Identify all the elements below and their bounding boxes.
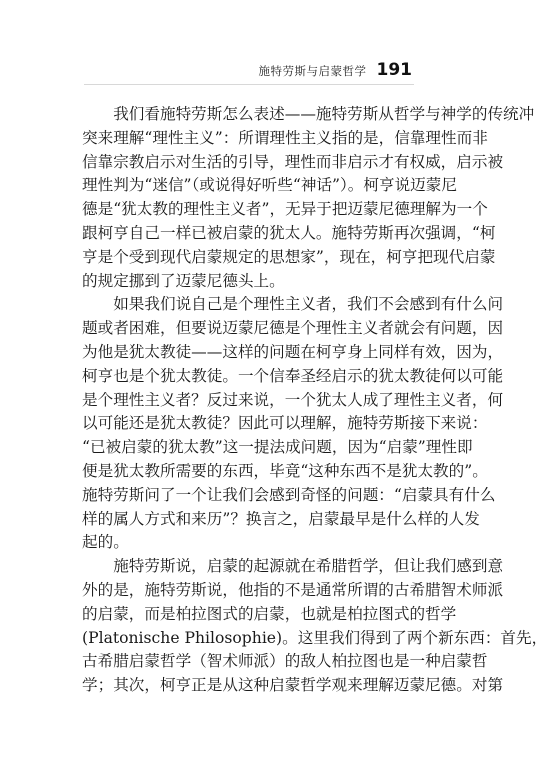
text-line: 施特劳斯说，启蒙的起源就在希腊哲学，但让我们感到意 (113, 557, 504, 576)
text-line: “已被启蒙的犹太教”这一提法成问题，因为“启蒙”理性即 (82, 438, 473, 457)
running-title: 施特劳斯与启蒙哲学 (258, 64, 367, 78)
text-line: 突来理解“理性主义”：所谓理性主义指的是，信靠理性而非 (82, 128, 488, 147)
text-line: 如果我们说自己是个理性主义者，我们不会感到有什么问 (113, 295, 504, 314)
text-line: 施特劳斯问了一个让我们会感到奇怪的问题：“启蒙具有什么 (82, 485, 496, 504)
text-line: 外的是，施特劳斯说，他指的不是通常所谓的古希腊智术师派 (82, 580, 504, 599)
text-line: 古希腊启蒙哲学（智术师派）的敌人柏拉图也是一种启蒙哲 (82, 652, 488, 671)
text-line: 学；其次，柯亨正是从这种启蒙哲学观来理解迈蒙尼德。对第 (82, 676, 504, 695)
text-line: 信靠宗教启示对生活的引导，理性而非启示才有权威，启示被 (82, 152, 504, 171)
text-line: 我们看施特劳斯怎么表述——施特劳斯从哲学与神学的传统冲 (113, 105, 535, 123)
text-line: 的启蒙，而是柏拉图式的启蒙，也就是柏拉图式的哲学 (82, 604, 457, 623)
paragraph (82, 555, 547, 698)
text-line: 柯亨也是个犹太教徒。一个信奉圣经启示的犹太教徒何以可能 (82, 366, 504, 385)
text-line: 题或者困难，但要说迈蒙尼德是个理性主义者就会有问题，因 (82, 319, 504, 338)
text-line: 起的。 (82, 533, 129, 552)
text-line: 跟柯亨自己一样已被启蒙的犹太人。施特劳斯再次强调，“柯 (82, 223, 496, 242)
page-number: 191 (376, 60, 412, 80)
paragraph (82, 293, 504, 555)
header-rule (84, 84, 414, 85)
text-line: 样的属人方式和来历”？换言之，启蒙最早是什么样的人发 (82, 509, 480, 528)
text-line: 德是“犹太教的理性主义者”，无异于把迈蒙尼德理解为一个 (82, 200, 488, 219)
text-line: 亨是个受到现代启蒙规定的思想家”，现在，柯亨把现代启蒙 (82, 247, 496, 266)
paragraph (82, 103, 535, 293)
body-text (82, 103, 547, 698)
text-line: 以可能还是犹太教徒？因此可以理解，施特劳斯接下来说： (82, 414, 488, 433)
text-line: (Platonische Philosophie)。这里我们得到了两个新东西：首先， (82, 628, 547, 647)
text-line: 便是犹太教所需要的东西，毕竟“这种东西不是犹太教的”。 (82, 461, 488, 480)
running-header (259, 60, 413, 80)
text-line: 的规定挪到了迈蒙尼德头上。 (82, 271, 285, 290)
text-line: 是个理性主义者？反过来说，一个犹太人成了理性主义者，何 (82, 390, 504, 409)
text-line: 为他是犹太教徒——这样的问题在柯亨身上同样有效，因为， (82, 342, 504, 361)
text-line: 理性判为“迷信”（或说得好听些“神话”）。柯亨说迈蒙尼 (82, 176, 457, 195)
